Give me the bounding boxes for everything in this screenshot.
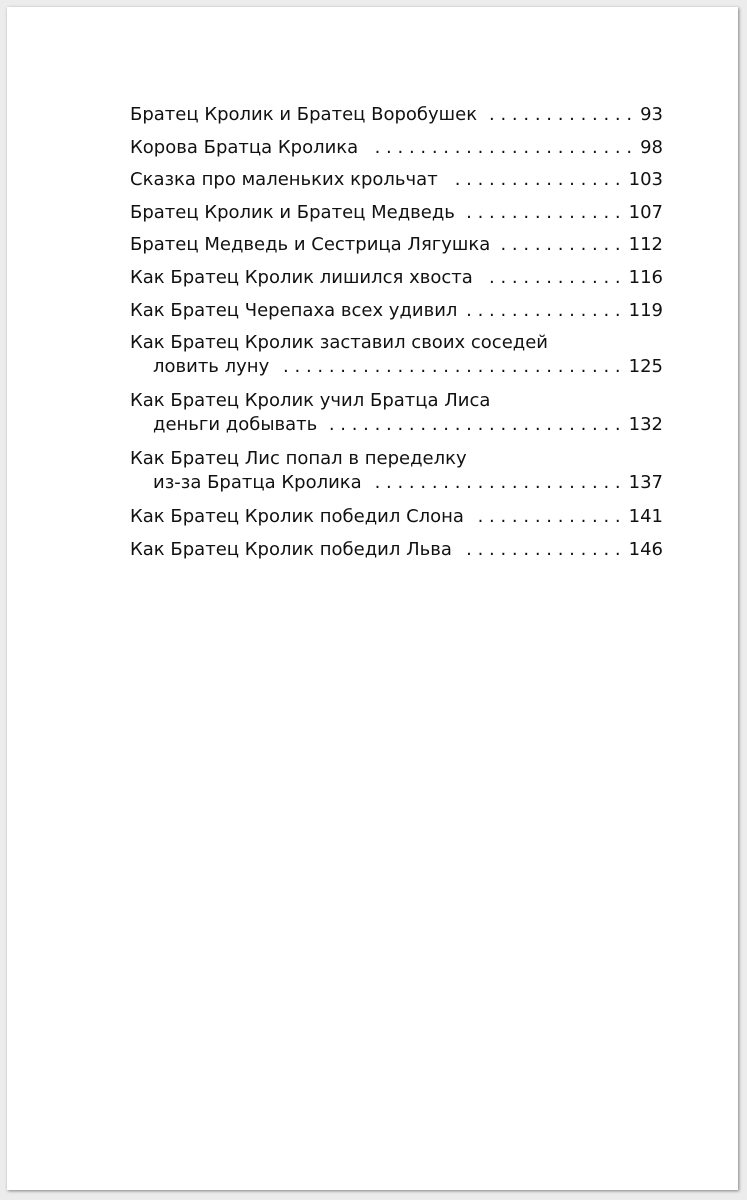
toc-line (130, 413, 663, 437)
toc-entry-title: Братец Медведь и Сестрица Лягушка (130, 234, 491, 256)
table-of-contents (130, 103, 663, 570)
toc-entry-title: Как Братец Черепаха всех удивил (130, 299, 458, 321)
toc-line (130, 233, 663, 257)
toc-page-number: 98 (640, 136, 663, 158)
toc-entry (130, 266, 663, 290)
toc-leader-dots (483, 266, 621, 290)
toc-entry-title: Корова Братца Кролика (130, 136, 359, 158)
toc-entry-title: Братец Кролик и Братец Воробушек (130, 104, 478, 125)
toc-line (130, 331, 663, 355)
toc-leader-dots (279, 355, 620, 379)
toc-page-number: 116 (628, 266, 663, 288)
toc-page-number: 103 (628, 169, 663, 191)
toc-page-number: 137 (628, 472, 663, 494)
toc-line (130, 355, 663, 379)
toc-entry-title: Как Братец Кролик лишился хвоста (130, 266, 473, 288)
toc-entry-title: Как Братец Кролик заставил своих соседей (130, 332, 548, 354)
toc-leader-dots (487, 103, 632, 127)
toc-entry (130, 136, 663, 160)
toc-line (130, 447, 663, 471)
toc-page-number: 93 (640, 104, 663, 125)
toc-leader-dots (500, 233, 620, 257)
toc-line (130, 266, 663, 290)
toc-leader-dots (462, 538, 621, 562)
toc-entry-title: Сказка про маленьких крольчат (130, 169, 438, 191)
toc-line (130, 505, 663, 529)
toc-entry (130, 299, 663, 323)
toc-entry (130, 389, 663, 437)
toc-line (130, 538, 663, 562)
toc-entry (130, 331, 663, 379)
toc-entry-title: Как Братец Кролик победил Слона (130, 506, 464, 528)
toc-leader-dots (467, 299, 620, 323)
book-page (7, 7, 738, 1190)
toc-leader-dots (474, 505, 621, 529)
toc-entry-title: Как Братец Кролик победил Льва (130, 538, 452, 560)
toc-page-number: 112 (628, 234, 663, 256)
toc-entry-title-continuation: ловить луну (153, 356, 270, 378)
toc-leader-dots (465, 201, 621, 225)
toc-entry (130, 168, 663, 192)
toc-leader-dots (368, 136, 632, 160)
toc-line (130, 389, 663, 413)
toc-leader-dots (327, 413, 620, 437)
toc-entry-title: Как Братец Кролик учил Братца Лиса (130, 390, 491, 412)
toc-line (130, 103, 663, 127)
toc-entry (130, 505, 663, 529)
toc-entry (130, 447, 663, 495)
toc-leader-dots (372, 471, 621, 495)
toc-line (130, 201, 663, 225)
toc-leader-dots (448, 168, 621, 192)
toc-page-number: 125 (628, 356, 663, 378)
toc-entry-title-continuation: из-за Братца Кролика (153, 472, 362, 494)
toc-entry-title: Как Братец Лис попал в переделку (130, 448, 467, 470)
toc-entry (130, 103, 663, 127)
toc-line (130, 299, 663, 323)
toc-page-number: 119 (628, 299, 663, 321)
toc-entry-title-continuation: деньги добывать (153, 414, 318, 436)
toc-line (130, 136, 663, 160)
toc-line (130, 471, 663, 495)
toc-page-number: 132 (628, 414, 663, 436)
toc-page-number: 146 (628, 538, 663, 560)
toc-page-number: 107 (628, 201, 663, 223)
toc-entry (130, 233, 663, 257)
toc-line (130, 168, 663, 192)
toc-entry (130, 201, 663, 225)
toc-page-number: 141 (628, 506, 663, 528)
toc-entry (130, 538, 663, 562)
toc-entry-title: Братец Кролик и Братец Медведь (130, 201, 455, 223)
